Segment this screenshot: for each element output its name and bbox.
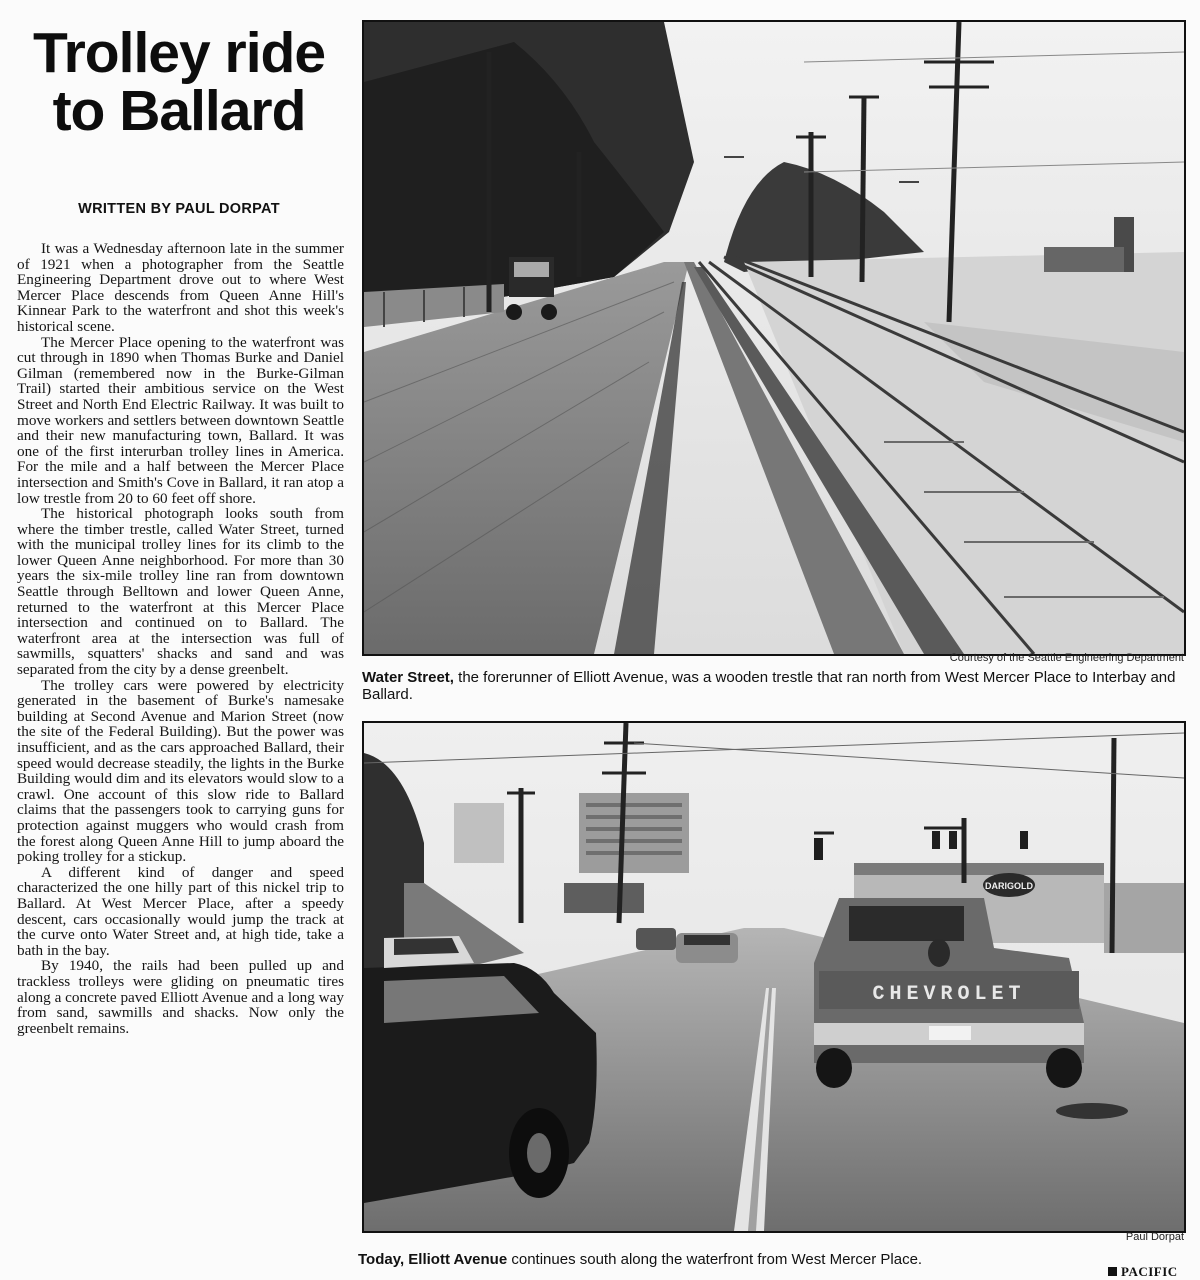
historical-photo — [362, 20, 1186, 656]
modern-photo-caption — [358, 1251, 1098, 1268]
headline — [14, 21, 344, 143]
historical-photo-credit: Courtesy of the Seattle Engineering Department — [949, 652, 1184, 664]
dairy-sign-text: DARIGOLD — [985, 881, 1033, 891]
caption-text: continues south along the waterfront from West Mercer Place. — [507, 1251, 923, 1268]
modern-photo — [362, 721, 1186, 1233]
section-label-text: PACIFIC — [1121, 1264, 1178, 1279]
section-bullet-icon — [1108, 1267, 1117, 1276]
modern-photo-drawing — [364, 723, 1184, 1231]
article-paragraph: The Mercer Place opening to the waterfront was cut through in 1890 when Thomas Burke and Daniel Gilman (remembered now in the Burke-Gilman Trail) started their ambitious service on the West Street and North End Electric Railway. It was built to move workers and settlers between downtown Seattle and their new manufacturing town, Ballard. It was one of the first interurban trolley lines in America. For the mile and a half between the Mercer Place intersection and Smith's Cove in Ballard, it ran atop a low trestle from 20 to 60 feet off shore. — [17, 333, 344, 507]
article-paragraph: The trolley cars were powered by electricity generated in the basement of Burke's namesake building at Second Avenue and Marion Street (now the site of the Federal Building). But the power was insufficient, and as the cars approached Ballard, their speed would decrease steadily, the lights in the Burke Building would dim and its elevators would slow to a crawl. One account of this slow ride to Ballard claims that the passengers took to carrying guns for protection against muggers who would crash from the forest along Queen Anne Hill to jump aboard the poking trolley for a stickup. — [17, 676, 344, 866]
headline-line-1: Trolley ride — [32, 21, 326, 85]
tailgate-text: CHEVROLET — [872, 983, 1026, 1006]
article-paragraph: The historical photograph looks south from where the timber trestle, called Water Street, turned with the municipal trolley lines for its climb to the lower Queen Anne neighborhood. For more than 30 years the six-mile trolley line ran from downtown Seattle through Belltown and lower Queen Anne, returned to the waterfront at this Mercer Place intersection and continued on to Ballard. The waterfront area at the intersection was full of sawmills, squatters' shacks and sand and was separated from the city by a dense greenbelt. — [17, 505, 344, 679]
article-paragraph: By 1940, the rails had been pulled up and trackless trolleys were gliding on pneumatic tires along a concrete paved Elliott Avenue and a long way from sand, sawmills and shacks. Now only the greenbelt remains. — [17, 957, 344, 1037]
caption-text: the forerunner of Elliott Avenue, was a wooden trestle that ran north from West Mercer Place to Interbay and Ballard. — [362, 669, 1176, 703]
modern-photo-credit: Paul Dorpat — [1125, 1231, 1184, 1243]
historical-photo-caption — [362, 669, 1182, 703]
article-body — [17, 241, 344, 1036]
caption-lead: Today, Elliott Avenue — [358, 1251, 508, 1268]
caption-lead: Water Street, — [362, 669, 454, 686]
historical-photo-drawing — [364, 22, 1184, 654]
article-paragraph: It was a Wednesday afternoon late in the summer of 1921 when a photographer from the Seattle Engineering Department drove out to where West Mercer Place descends from Queen Anne Hill's Kinnear Park to the waterfront and shot this week's historical scene. — [17, 240, 344, 335]
headline-line-2: to Ballard — [52, 79, 306, 143]
article-paragraph: A different kind of danger and speed characterized the one hilly part of this nickel trip to Ballard. At West Mercer Place, after a speedy descent, cars occasionally would jump the track at the curve onto Water Street and, at high tide, take a bath in the bay. — [17, 863, 344, 959]
byline: WRITTEN BY PAUL DORPAT — [78, 201, 280, 217]
